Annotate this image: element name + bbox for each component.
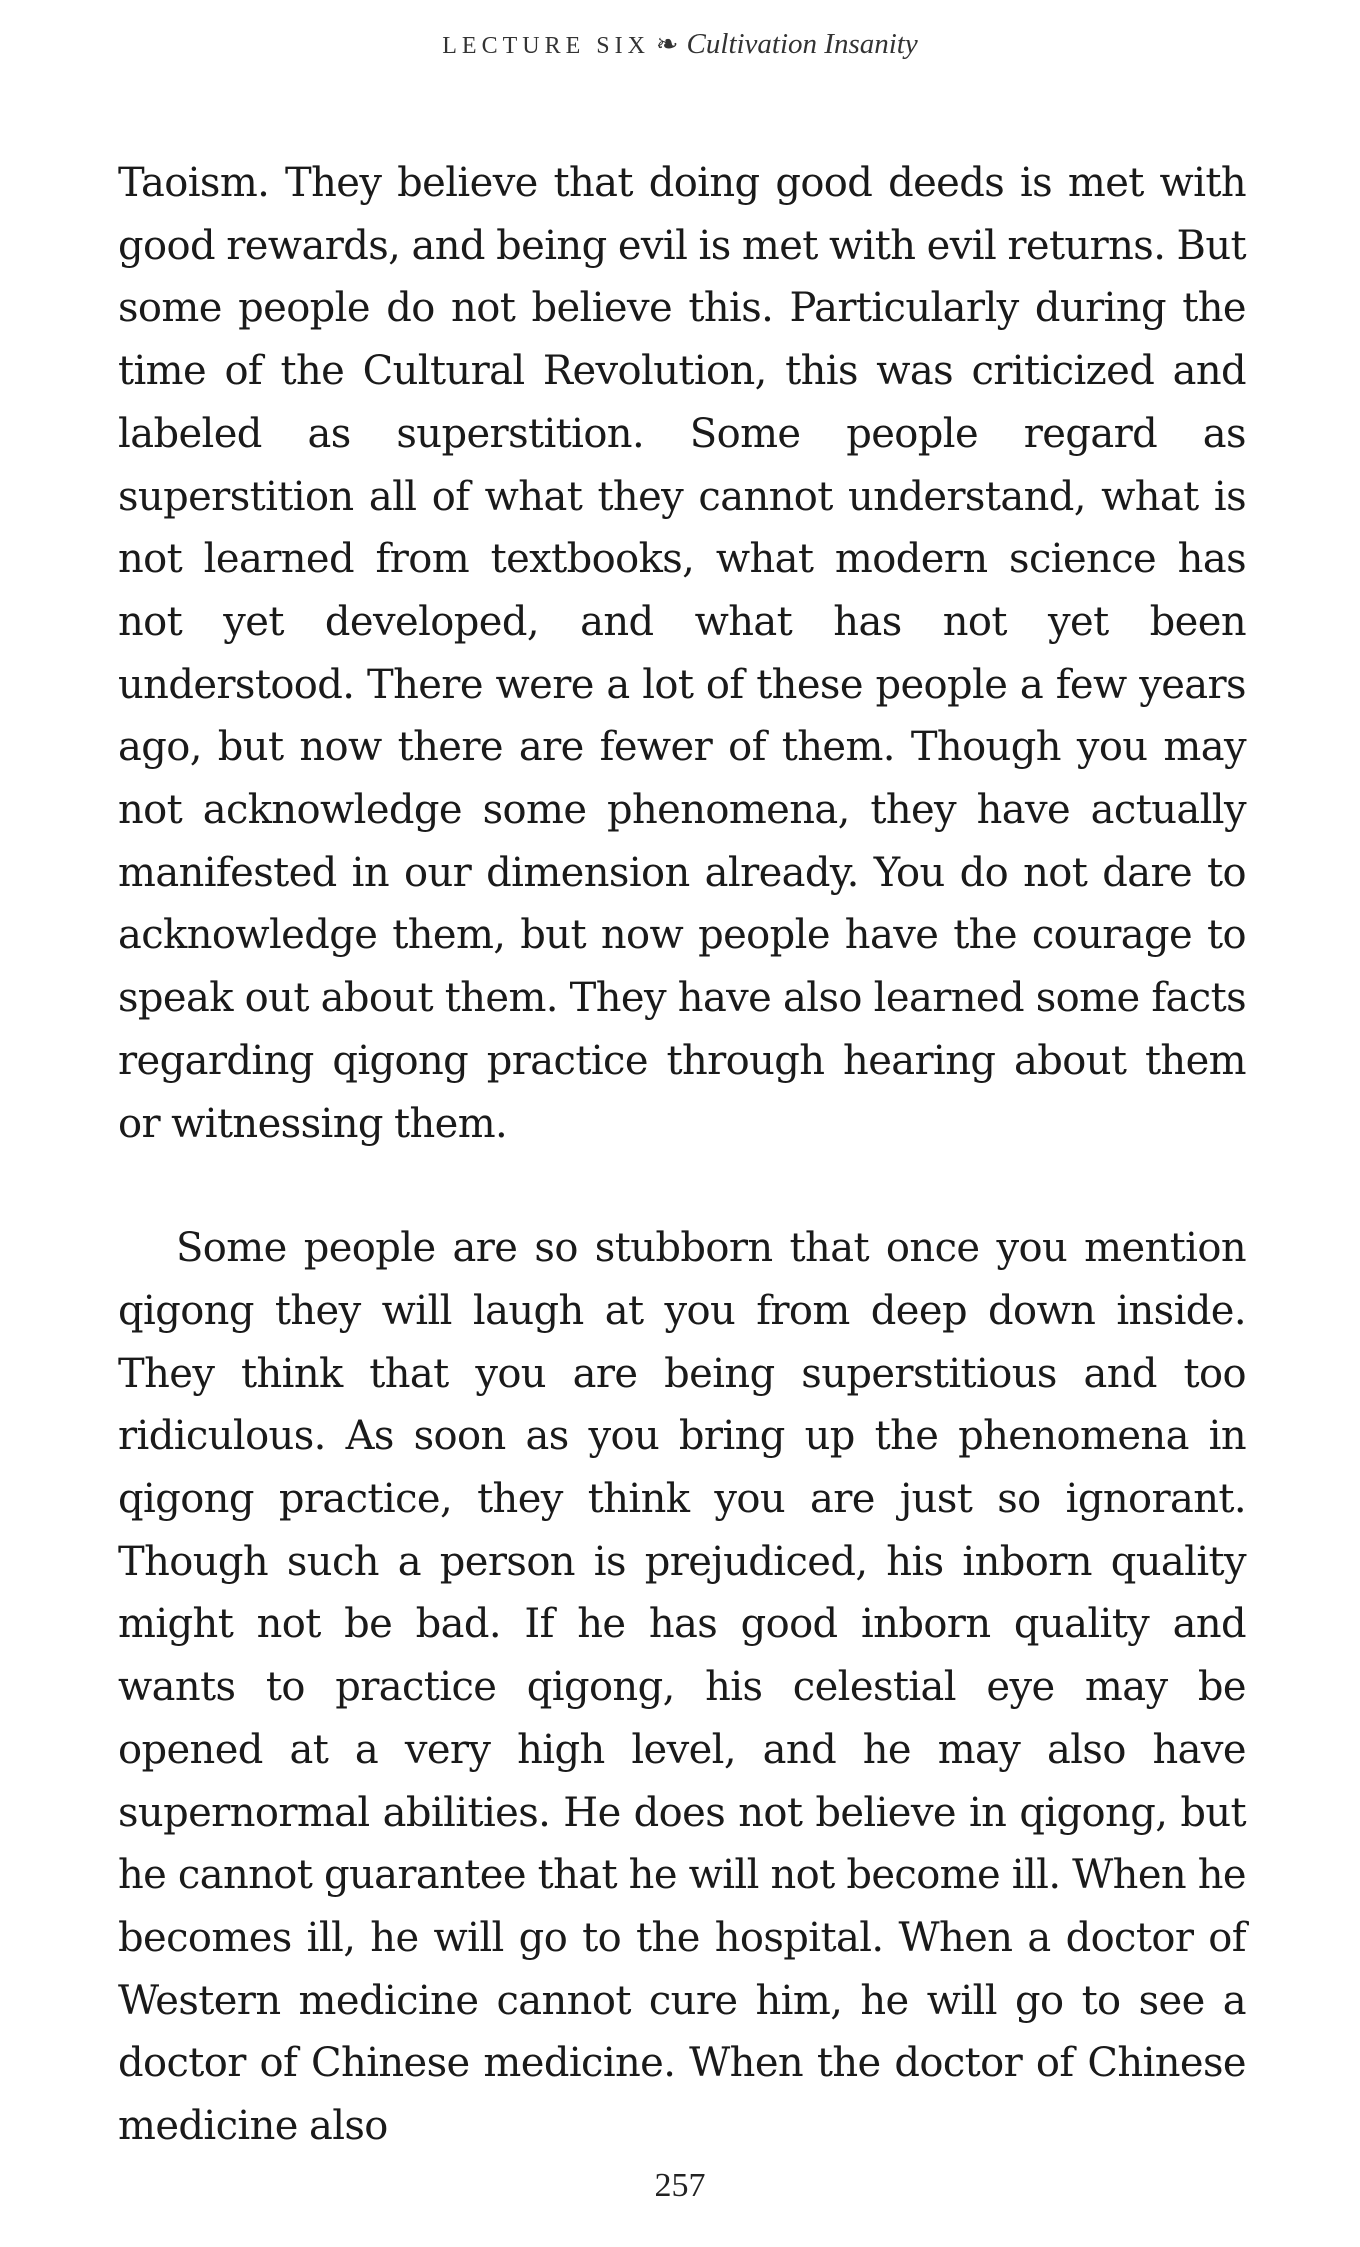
running-head-chapter-title: Cultivation Insanity (686, 28, 918, 60)
running-head (0, 28, 1360, 61)
fleuron-ornament-icon: ❧ (655, 29, 679, 59)
paragraph: Some people are so stubborn that once you mention qigong they will laugh at you from deep down inside. They think that you are being superstitious and too ridiculous. As soon as you bring up the phenomena in qigong practice, they think you are just so ignorant. Though such a person is prejudiced, his inborn quality might not be bad. If he has good inborn quality and wants to practice qigong, his celestial eye may be opened at a very high level, and he may also have supernormal abilities. He does not believe in qigong, but he cannot guarantee that he will not become ill. When he becomes ill, he will go to the hospital. When a doctor of Western medicine cannot cure him, he will go to see a doctor of Chinese medicine. When the doctor of Chinese medicine also (118, 1225, 1246, 2150)
page-number: 257 (654, 2167, 706, 2204)
paragraph-continued: Taoism. They believe that doing good deeds is met with good rewards, and being evil is met with evil returns. But some people do not believe this. Particularly during the time of the Cultural Revolution, this was criticized and labeled as superstition. Some people regard as superstition all of what they cannot understand, what is not learned from textbooks, what modern science has not yet developed, and what has not yet been understood. There were a lot of these people a few years ago, but now there are fewer of them. Though you may not acknowledge some phenomena, they have actually manifested in our dimension already. You do not dare to acknowledge them, but now people have the courage to speak out about them. They have also learned some facts regarding qigong practice through hearing about them or witnessing them. (118, 160, 1246, 1147)
running-head-lecture-label: LECTURE SIX (442, 33, 650, 59)
body-text (118, 152, 1246, 2158)
